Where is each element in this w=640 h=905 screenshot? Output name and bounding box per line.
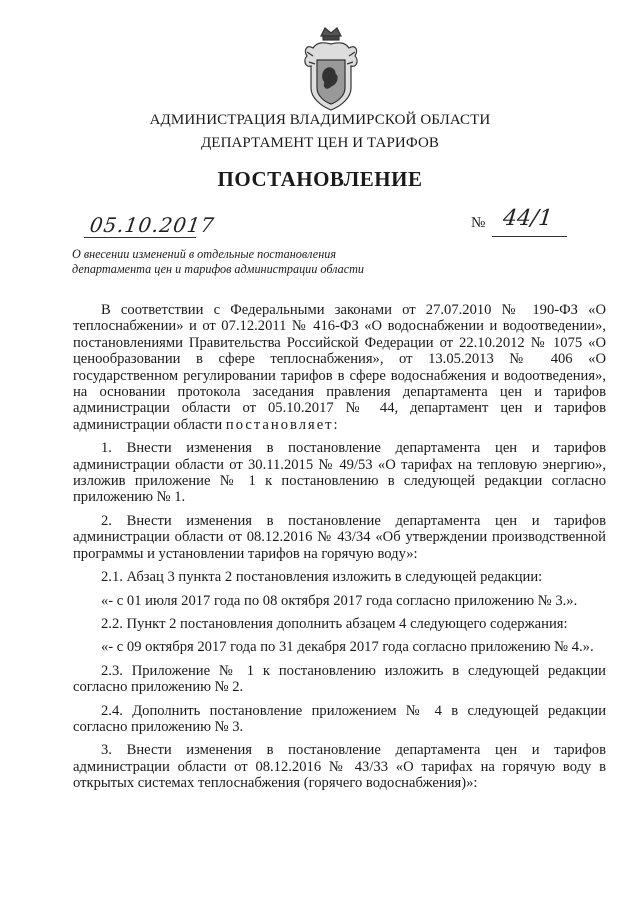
coat-of-arms-icon xyxy=(299,26,363,112)
document-type-title: ПОСТАНОВЛЕНИЕ xyxy=(217,167,423,191)
document-number: 44/1 xyxy=(501,206,554,231)
department-title: ДЕПАРТАМЕНТ ЦЕН И ТАРИФОВ xyxy=(200,135,440,151)
administration-title: АДМИНИСТРАЦИЯ ВЛАДИМИРСКОЙ ОБЛАСТИ xyxy=(149,112,491,128)
date-underline xyxy=(84,237,196,238)
document-date: 05.10.2017 xyxy=(88,213,217,237)
subject-line-1: О внесении изменений в отдельные постановления xyxy=(72,247,337,261)
paragraph-2-3: 2.3. Приложение № 1 к постановлению изложить в следующей редакции согласно приложению № 2. xyxy=(73,662,606,696)
number-underline xyxy=(492,236,567,237)
document-subject xyxy=(72,247,402,277)
paragraph-2-4: 2.4. Дополнить постановление приложением № 4 в следующей редакции согласно приложению № 3. xyxy=(73,702,606,735)
number-sign: № xyxy=(471,215,486,231)
paragraph-3: 3. Внести изменения в постановление департамента цен и тарифов администрации области от 08.12.2016 № 43/33 «О тарифах на горячую воду в открытых системах теплоснабжения (горячего водоснабжения)»: xyxy=(73,742,606,792)
paragraph-1: 1. Внести изменения в постановление департамента цен и тарифов администрации области от 30.11.2015 № 49/53 «О тарифах на тепловую энергию», изложив приложение № 1 к постановлению в следующей редакции согласно приложению № 1. xyxy=(73,440,606,506)
paragraph-2-2: 2.2. Пункт 2 постановления дополнить абзацем 4 следующего содержания: xyxy=(101,615,568,632)
subject-line-2: департамента цен и тарифов администрации области xyxy=(72,262,365,276)
paragraph-2-2-quote: «- с 09 октября 2017 года по 31 декабря 2017 года согласно приложению № 4.». xyxy=(101,639,594,656)
paragraph-2-1: 2.1. Абзац 3 пункта 2 постановления изложить в следующей редакции: xyxy=(101,569,543,586)
paragraph-2-1-quote: «- с 01 июля 2017 года по 08 октября 2017 года согласно приложению № 3.». xyxy=(101,592,578,609)
paragraph-2: 2. Внести изменения в постановление департамента цен и тарифов администрации области от 08.12.2016 № 43/34 «Об утверждении производственной программы и установлении тарифов на горячую воду»: xyxy=(73,512,606,562)
decree-word: постановляет: xyxy=(225,416,340,433)
document-body xyxy=(73,302,606,799)
paragraph-intro xyxy=(73,302,606,433)
intro-text: В соответствии с Федеральными законами от 27.07.2010 № 190-ФЗ «О теплоснабжении» и от 07.12.2011 № 416-ФЗ «О водоснабжении и водоотведении», постановлениями Правительства Российской Федерации от 22.10.2012 № 1075 «О ценообразовании в сфере теплоснабжения», от 13.05.2013 № 406 «О государственном регулировании тарифов в сфере водоснабжения и водоотведения», на основании протокола заседания правления департамента цен и тарифов администрации области от 05.10.2017 № 44, департамент цен и тарифов администрации области xyxy=(73,302,606,433)
